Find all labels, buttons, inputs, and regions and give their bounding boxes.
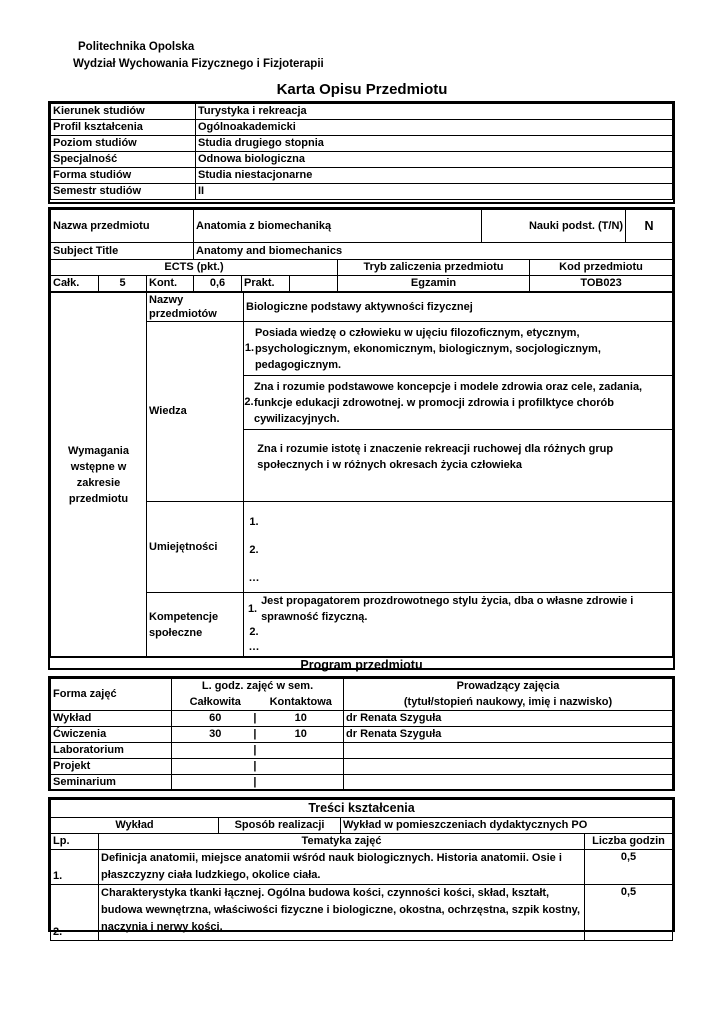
program-hours-total (172, 775, 259, 791)
program-hours-contact (259, 759, 344, 775)
program-hours-contact: 10 (259, 711, 344, 727)
study-info-row (51, 184, 673, 200)
competence-item-number: … (248, 641, 260, 653)
method-label: Sposób realizacji (219, 818, 341, 834)
study-info-row (51, 152, 673, 168)
program-row (51, 727, 673, 743)
ects-label: ECTS (pkt.) (51, 260, 338, 276)
competence-item-number: 2. (249, 626, 259, 638)
program-form: Projekt (51, 759, 172, 775)
study-info-label: Profil kształcenia (51, 120, 196, 136)
program-row (51, 759, 673, 775)
hours-total-label: Całkowita (172, 695, 259, 711)
skills-list (244, 502, 673, 593)
program-hours-separator: | (253, 712, 257, 724)
study-info-row (51, 136, 673, 152)
program-form: Laboratorium (51, 743, 172, 759)
program-hours-contact (259, 743, 344, 759)
program-teacher (344, 775, 673, 791)
program-form: Ćwiczenia (51, 727, 172, 743)
lecture-label: Wykład (51, 818, 219, 834)
study-info-value: Turystyka i rekreacja (196, 104, 673, 120)
teacher-label: Prowadzący zajęcia (344, 679, 673, 695)
subject-section (48, 207, 675, 670)
content-topic: Charakterystyka tkanki łącznej. Ogólna budowa kości, czynności kości, skład, kształt, budowa wewnętrzna, właściwości fizyczne i biologiczne, okostna, ochrzęstna, szpik kostny, naczynia i nerwy kości. (99, 885, 585, 941)
program-hours-total (172, 743, 259, 759)
content-lp: 2. (51, 885, 99, 941)
subject-name-label: Nazwa przedmiotu (51, 210, 194, 243)
knowledge-item (244, 322, 672, 376)
program-hours-contact (259, 775, 344, 791)
study-info-value: Studia niestacjonarne (196, 168, 673, 184)
program-title: Program przedmiotu (50, 657, 673, 672)
program-hours-total (172, 759, 259, 775)
program-section (48, 676, 675, 791)
program-teacher (344, 743, 673, 759)
competence-item (244, 640, 672, 655)
content-lp: 1. (51, 850, 99, 885)
content-row (51, 885, 673, 941)
study-info-label: Forma studiów (51, 168, 196, 184)
ects-practical-value (290, 276, 338, 292)
topic-label: Tematyka zajęć (99, 834, 585, 850)
program-teacher (344, 759, 673, 775)
study-info-value: Odnowa biologiczna (196, 152, 673, 168)
subject-title-label: Subject Title (51, 243, 194, 260)
page-title: Karta Opisu Przedmiotu (276, 81, 448, 98)
ects-practical-label: Prakt. (242, 276, 290, 292)
competence-item-text: Jest propagatorem prozdrowotnego stylu życia, dba o własne zdrowie i sprawność fizyczną. (261, 595, 634, 623)
program-row (51, 775, 673, 791)
study-info-value: Studia drugiego stopnia (196, 136, 673, 152)
competence-item (244, 625, 672, 640)
knowledge-item-text: Zna i rozumie podstawowe koncepcje i modele zdrowia oraz cele, zadania, funkcje edukacji zdrowotnej. w promocji zdrowia i profilktyce chorób cywilizacyjnych. (253, 380, 643, 425)
study-info-value: II (196, 184, 673, 200)
faculty-name: Wydział Wychowania Fizycznego i Fizjoterapii (73, 58, 324, 70)
university-name: Politechnika Opolska (78, 41, 195, 53)
prerequisites-label: Wymagania wstępne w zakresie przedmiotu (51, 293, 147, 657)
skill-item-number: 1. (249, 515, 259, 528)
knowledge-item (244, 430, 672, 483)
study-info-row (51, 104, 673, 120)
subject-code-value: TOB023 (530, 276, 673, 292)
skill-item (244, 508, 672, 536)
program-row (51, 743, 673, 759)
subject-name-value: Anatomia z biomechaniką (194, 210, 482, 243)
ects-contact-label: Kont. (147, 276, 194, 292)
knowledge-list (244, 322, 673, 502)
content-row (51, 850, 673, 885)
skill-item (244, 564, 672, 592)
skills-label: Umiejętności (147, 502, 244, 593)
subject-names-value: Biologiczne podstawy aktywności fizycznej (244, 293, 673, 322)
study-info-row (51, 168, 673, 184)
program-teacher: dr Renata Szyguła (344, 711, 673, 727)
program-hours-separator: | (253, 760, 257, 772)
competence-item (244, 593, 672, 625)
program-hours-contact: 10 (259, 727, 344, 743)
content-hours: 0,5 (585, 850, 673, 885)
program-hours-separator: | (253, 728, 257, 740)
assessment-mode-label: Tryb zaliczenia przedmiotu (338, 260, 530, 276)
subject-code-label: Kod przedmiotu (530, 260, 673, 276)
hours-contact-label: Kontaktowa (259, 695, 344, 711)
knowledge-item-text: Posiada wiedzę o człowieku w ujęciu filozoficznym, etycznym, psychologicznym, ekonomicznym, biologicznym, socjologicznym, pedagogicznym. (254, 326, 601, 371)
hours-label: L. godz. zajęć w sem. (172, 679, 344, 695)
knowledge-item (244, 376, 672, 430)
competences-list (244, 593, 673, 657)
content-topic: Definicja anatomii, miejsce anatomii wśród nauk biologicznych. Historia anatomii. Osie i płaszczyzny ciała ludzkiego, okolice ciała. (99, 850, 585, 885)
ects-total-value: 5 (99, 276, 147, 292)
lp-label: Lp. (51, 834, 99, 850)
ects-total-label: Całk. (51, 276, 99, 292)
program-row (51, 711, 673, 727)
knowledge-label: Wiedza (147, 322, 244, 502)
study-info-row (51, 120, 673, 136)
competence-item-number: 1. (247, 602, 258, 615)
content-title: Treści kształcenia (51, 800, 673, 818)
ects-contact-value: 0,6 (194, 276, 242, 292)
competences-label: Kompetencje społeczne (147, 593, 244, 657)
study-info-value: Ogólnoakademicki (196, 120, 673, 136)
teacher-sub-label: (tytuł/stopień naukowy, imię i nazwisko) (344, 695, 673, 711)
study-info-label: Poziom studiów (51, 136, 196, 152)
skill-item-number: … (248, 571, 260, 584)
basic-science-label: Nauki podst. (T/N) (482, 210, 626, 243)
subject-title-value: Anatomy and biomechanics (194, 243, 673, 260)
program-hours-total-value: 30 (209, 728, 222, 740)
program-hours-total (172, 711, 259, 727)
study-info-label: Semestr studiów (51, 184, 196, 200)
content-section (48, 797, 675, 938)
program-form: Wykład (51, 711, 172, 727)
program-form: Seminarium (51, 775, 172, 791)
study-info-label: Kierunek studiów (51, 104, 196, 120)
skill-item-number: 2. (249, 543, 259, 556)
knowledge-item-text: Zna i rozumie istotę i znaczenie rekreacji ruchowej dla różnych grup społecznych i w różnych okresach życia człowieka (257, 442, 614, 471)
content-hours-label: Liczba godzin (585, 834, 673, 850)
study-info-label: Specjalność (51, 152, 196, 168)
subject-names-label: Nazwy przedmiotów (147, 293, 244, 322)
program-hours-separator: | (253, 776, 257, 788)
assessment-mode-value: Egzamin (338, 276, 530, 292)
skill-item (244, 536, 672, 564)
knowledge-item-number: 2. (244, 396, 254, 408)
program-hours-separator: | (253, 744, 257, 756)
study-info-section (48, 101, 675, 204)
content-hours: 0,5 (585, 885, 673, 941)
program-hours-total-value: 60 (209, 712, 222, 724)
knowledge-item-number: 1. (244, 342, 255, 354)
method-value: Wykład w pomieszczeniach dydaktycznych PO (341, 818, 673, 834)
program-hours-total (172, 727, 259, 743)
basic-science-value: N (626, 210, 673, 243)
form-label: Forma zajęć (51, 679, 172, 711)
program-teacher: dr Renata Szyguła (344, 727, 673, 743)
